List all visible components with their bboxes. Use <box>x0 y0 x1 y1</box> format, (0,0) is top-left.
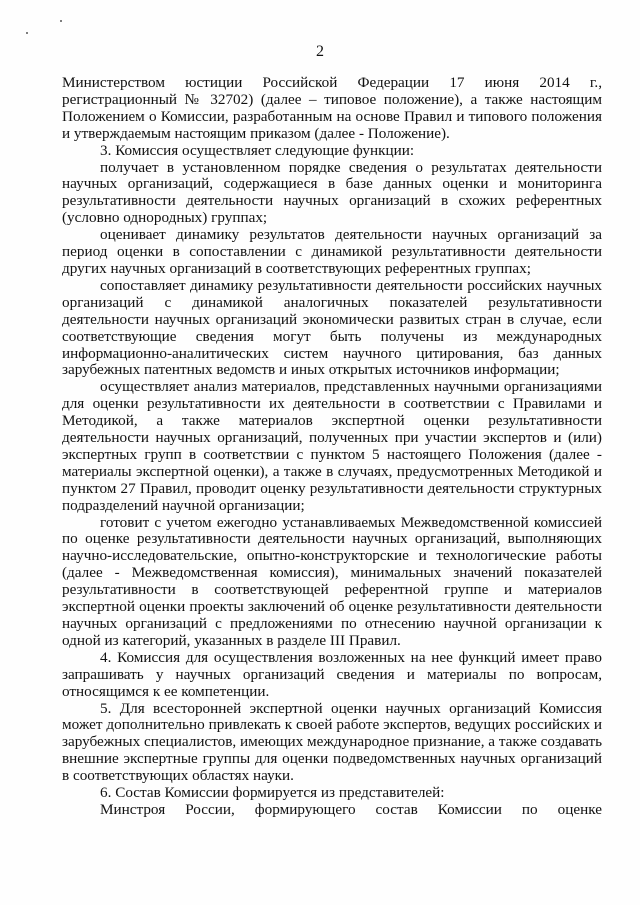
scan-speck-mark <box>60 20 62 22</box>
paragraph-continuation: Министерством юстиции Российской Федерации 17 июня 2014 г., регистрационный № 32702) (далее – типовое положение), а также настоящим Положением о Комиссии, разработанным на основе Правил и типового положения и утверждаемым настоящим приказом (далее - Положение). <box>62 74 602 142</box>
paragraph-section-4: 4. Комиссия для осуществления возложенных на нее функций имеет право запрашивать у научных организаций сведения и материалы по вопросам, относящимся к ее компетенции. <box>62 648 602 700</box>
paragraph-function-evaluates: оценивает динамику результатов деятельности научных организаций за период оценки в сопоставлении с динамикой результативности деятельности других научных организаций в соответствующих референтных группах; <box>62 226 602 277</box>
scan-speck-mark <box>26 32 28 34</box>
paragraph-function-analyzes: осуществляет анализ материалов, представленных научными организациями для оценки результативности их деятельности в соответствии с Правилами и Методикой, а также материалов экспертной оценки результативности деятельности научных организаций, полученных при участии экспертов и (или) экспертных групп в соответствии с пунктом 5 настоящего Положения (далее - материалы экспертной оценки), а также в случаях, предусмотренных Методикой и пунктом 27 Правил, проводит оценку результативности деятельности структурных подразделений научной организации; <box>62 378 602 514</box>
paragraph-minstroy: Минстроя России, формирующего состав Комиссии по оценке <box>100 800 602 818</box>
page-number: 2 <box>316 43 324 60</box>
paragraph-function-compares: сопоставляет динамику результативности деятельности российских научных организаций с динамикой аналогичных показателей результативности деятельности научных организаций экономически развитых стран в случае, если соответствующие сведения могут быть получены из международных информационно-аналитических систем научного цитирования, баз данных зарубежных патентных ведомств и иных открытых источников информации; <box>62 276 602 379</box>
paragraph-function-prepares: готовит с учетом ежегодно устанавливаемых Межведомственной комиссией по оценке результативности деятельности научных организаций, выполняющих научно-исследовательские, опытно-конструкторские и технологические работы (далее - Межведомственная комиссия), минимальных значений показателей результативности в соответствующей референтной группе и материалов экспертной оценки проекты заключений об оценке результативности деятельности научных организаций с предложениями по отнесению научной организации к одной из категорий, указанных в разделе III Правил. <box>62 513 602 649</box>
document-body <box>62 75 602 819</box>
paragraph-section-3-heading: 3. Комиссия осуществляет следующие функции: <box>100 141 415 159</box>
paragraph-section-6: 6. Состав Комиссии формируется из представителей: <box>100 784 445 802</box>
paragraph-section-5: 5. Для всесторонней экспертной оценки научных организаций Комиссия может дополнительно привлекать к своей работе экспертов, ведущих российских и зарубежных специалистов, имеющих международное признание, а также создавать внешние экспертные группы для оценки подведомственных научных организаций в соответствующих областях науки. <box>62 699 603 785</box>
paragraph-function-receives: получает в установленном порядке сведения о результатах деятельности научных организаций, содержащиеся в базе данных оценки и мониторинга результативности деятельности научных организаций в схожих референтных (условно однородных) группах; <box>62 158 602 227</box>
